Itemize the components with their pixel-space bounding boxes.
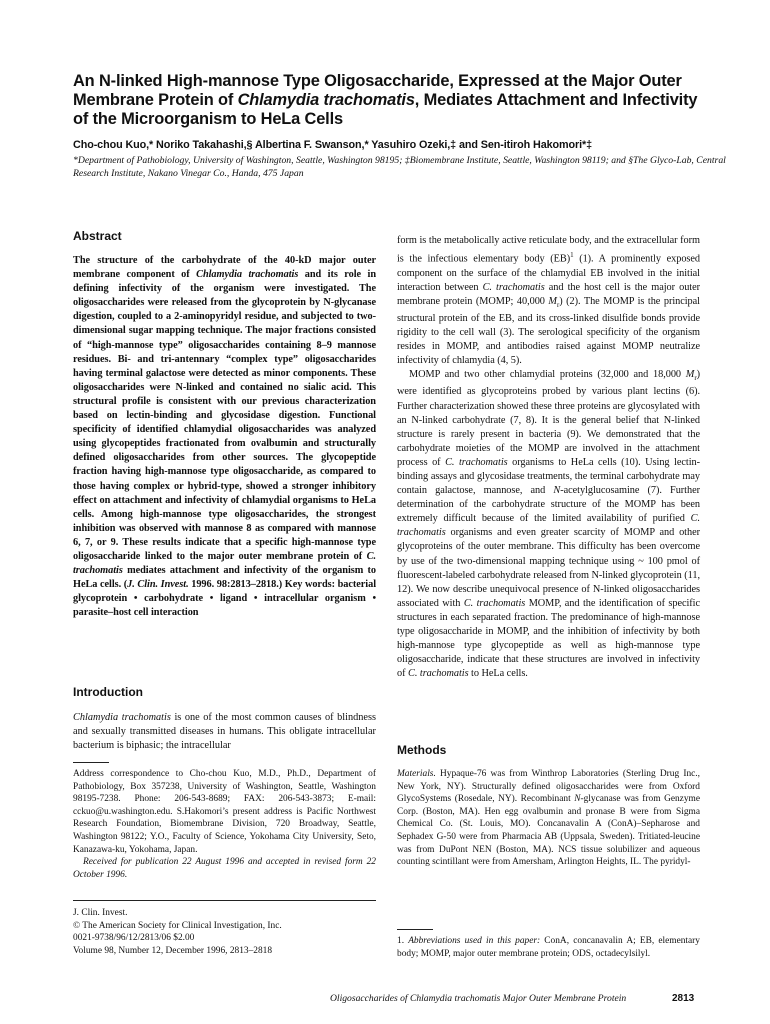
journal-name: J. Clin. Invest. <box>73 908 128 918</box>
methods-body: Materials. Hypaque-76 was from Winthrop Laboratories (Sterling Drug Inc., New York, NY). Structurally defined oligosaccharides were from Oxford GlycoSystems (Rosedale, NY). Recombinant N-glycanase was from Genzyme Corp. (Boston, MA). Hen egg ovalbumin and pronase B were from Sigma Chemical Co. (St. Louis, MO). Concanavalin A (ConA)–Sepharose and Sephadex G-50 were from Pharmacia AB (Uppsala, Sweden). Tritiated-leucine was from DuPont NEN (Boston, MA). NCS tissue solubilizer and aqueous counting scintillant were from Amersham, Arlington Heights, IL. The pyridyl- <box>397 769 700 868</box>
issn-line: 0021-9738/96/12/2813/06 $2.00 <box>73 933 195 944</box>
footnote-rule <box>73 762 109 763</box>
methods-heading: Methods <box>397 743 447 757</box>
correspondence-address: Address correspondence to Cho-chou Kuo, M.D., Ph.D., Department of Pathobiology, Box 357238, University of Washington, Seattle, Washington 98195-7238. Phone: 206-543-8689; FAX: 206-543-3873; E-mail: cckuo@u.washington.edu. S.Hakomori’s present address is Pacific Northwest Research Foundation, Biomembrane Division, 720 Broadway, Seattle, Washington 98122; Y.O., Faculty of Science, Yokohama City University, Seto, Kanazawa-ku, Yokohama, Japan. <box>73 769 376 855</box>
introduction-heading: Introduction <box>73 685 143 699</box>
author-list: Cho-chou Kuo,* Noriko Takahashi,§ Albertina F. Swanson,* Yasuhiro Ozeki,‡ and Sen-itiroh Hakomori*‡ <box>73 139 593 151</box>
running-title: Oligosaccharides of Chlamydia trachomatis Major Outer Membrane Protein <box>330 993 627 1004</box>
introduction-continued <box>397 234 700 681</box>
correspondence-note <box>73 768 376 881</box>
intro-paragraph-2: MOMP and two other chlamydial proteins (32,000 and 18,000 $M_r$) were identified as glycoproteins probed by various plant lectins (6). Further characterization showed these three proteins are glycosylated with an N-linked carbohydrate (7, 8). It is the general belief that N-linked structure is rarely present in bacteria (9). We demonstrated that the carbohydrate moieties of the MOMP are involved in the attachment process of C. trachomatis organisms to HeLa cells (10). Using lectin-binding assays and glycosidase treatments, the terminal carbohydrate may contain galactose, mannose, and N-acetylglucosamine (7). Further determination of the carbohydrate structure of the MOMP has been extremely difficult because of the limited availability of purified C. trachomatis organisms and even greater scarcity of MOMP and other glycoproteins of the outer membrane. This difficulty has been overcome by use of the two-dimensional mapping technique using ~ 100 pmol of fluorescent-labeled carbohydrate released from N-linked glycoprotein (11, 12). We now describe unequivocal presence of N-linked oligosaccharides associated with C. trachomatis MOMP, and the identification of specific structures in each separated fraction. The predominance of high-mannose type oligosaccharide in MOMP, and the inhibition of infectivity by both high-mannose type glycopeptide as well as high-mannose type oligosaccharide, indicate that these structures are involved in infectivity of C. trachomatis to HeLa cells. <box>397 369 701 680</box>
affiliations: *Department of Pathobiology, University of Washington, Seattle, Washington 98195; ‡Biomembrane Institute, Seattle, Washington 98119; and §The Glyco-Lab, Central Research Institute, Nakano Vinegar Co., Handa, 475 Japan <box>73 155 726 179</box>
abbreviations-footnote: 1. Abbreviations used in this paper: ConA, concanavalin A; EB, elementary body; MOMP, major outer membrane protein; ODS, octadecylsilyl. <box>397 936 700 959</box>
intro-paragraph-1: form is the metabolically active reticulate body, and the extracellular form is the infectious elementary body (EB)$^1$ (1). A prominently exposed component on the surface of the chlamydial EB involved in the initial interaction between C. trachomatis and the host cell is the major outer membrane protein (MOMP; 40,000 $M_r$) (2). The MOMP is the principal structural protein of the EB, and its cross-linked disulfide bonds provide rigidity to the cell wall (3). The serological specificity of the organism resides in MOMP, and antibodies raised against MOMP neutralize infectivity of chlamydia (4, 5). <box>397 235 701 367</box>
abstract-heading: Abstract <box>73 229 122 243</box>
journal-info <box>73 907 376 957</box>
abstract-body: The structure of the carbohydrate of the 40-kD major outer membrane component of Chlamydia trachomatis and its role in defining infectivity of the organism were investigated. The oligosaccharides were released from the glycoprotein by N-glycanase digestion, coupled to a 2-aminopyridyl residue, and subjected to two-dimensional sugar mapping technique. The major fractions consisted of “high-mannose type” oligosaccharides containing 8–9 mannose residues. Bi- and tri-antennary “complex type” oligosaccharides having terminal galactose were detected as minor components. These oligosaccharides were N-linked and contained no sialic acid. This structural profile is consistent with our previous characterization based on lectin-binding and glycosidase digestion. Functional specificity of identified chlamydial oligosaccharides was analyzed using glycopeptides fractionated from ovalbumin and structurally defined oligosaccharides from other sources. The glycopeptide fraction having high-mannose type oligosaccharide, as compared to those having complex or hybrid-type, showed a stronger inhibitory effect on attachment and infectivity of chlamydial organisms to HeLa cells. Among high-mannose type oligosaccharides, the strongest inhibition was observed with mannose 8 as compared with mannose 6, 7, or 9. These results indicate that a specific high-mannose type oligosaccharide linked to the major outer membrane protein of C. trachomatis mediates attachment and infectivity of the organism to HeLa cells. (J. Clin. Invest. 1996. 98:2813–2818.) Key words: bacterial glycoprotein • carbohydrate • ligand • intracellular organism • parasite–host cell interaction <box>73 255 377 619</box>
received-dates: Received for publication 22 August 1996 and accepted in revised form 22 October 1996. <box>73 857 376 880</box>
copyright-line: © The American Society for Clinical Investigation, Inc. <box>73 920 282 931</box>
abbrev-footnote-rule <box>397 929 433 930</box>
volume-line: Volume 98, Number 12, December 1996, 2813–2818 <box>73 945 273 956</box>
page-number: 2813 <box>672 993 695 1004</box>
introduction-body: Chlamydia trachomatis is one of the most common causes of blindness and sexually transmitted diseases in humans. This obligate intracellular bacterium is biphasic; the intracellular <box>73 712 376 752</box>
paper-title: An N-linked High-mannose Type Oligosaccharide, Expressed at the Major Outer Membrane Protein of Chlamydia trachomatis, Mediates Attachment and Infectivity of the Microorganism to HeLa Cells <box>73 72 698 129</box>
journal-info-rule <box>73 900 376 901</box>
